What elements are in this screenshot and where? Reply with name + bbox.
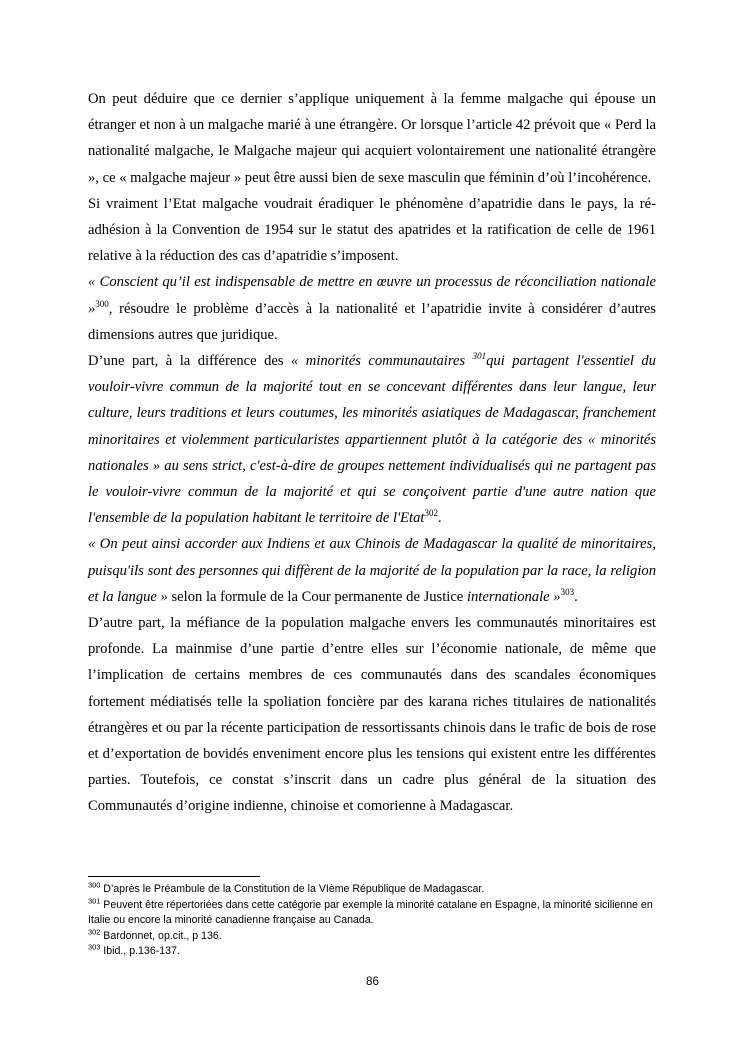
footnote-303 [88, 944, 656, 960]
quote-minorites-b: qui partagent l'essentiel du vouloir-vivre commun de la majorité tout en se concevant différentes dans leur langue, leur culture, leurs traditions et leurs coutumes, les minorités asiatiques de Madagascar, franchement minoritaires et violemment particularistes appartiennent plutôt à la catégorie des « minorités nationales » au sens strict, c'est-à-dire de groupes nettement individualisés qui ne partagent pas le vouloir-vivre commun de la majorité et qui se conçoivent partie d'une autre nation que l'ensemble de la population habitant le territoire de l'Etat [88, 353, 656, 527]
page-number: 86 [366, 975, 379, 988]
footnote-text: Ibid., p.136-137. [100, 945, 180, 958]
quote-minorites-a: « minorités communautaires [291, 353, 473, 370]
footnote-number: 301 [88, 896, 101, 906]
paragraph-5-mid: selon la formule de la Cour permanente de Justice [167, 588, 467, 605]
footnote-302 [88, 929, 656, 945]
footnote-300 [88, 882, 656, 898]
paragraph-6: D’autre part, la méfiance de la population malgache envers les communautés minoritaires est profonde. La mainmise d’une partie d’entre elles sur l’économie nationale, de même que l’implication de certains membres de ces communautés dans des scandales économiques fortement médiatisés telle la spoliation foncière par des karana riches titulaires de nationalités étrangères et ou par la récente participation de ressortissants chinois dans le trafic de bois de rose et d’exportation de bovidés enveniment encore plus les tensions qui existent entre les différentes parties. Toutefois, ce constat s’inscrit dans un cadre plus général de la situation des Communautés d’origine indienne, chinoise et comorienne à Madagascar. [88, 615, 656, 815]
footnote-ref-302[interactable]: 302 [424, 508, 438, 519]
paragraph-1: On peut déduire que ce dernier s’applique uniquement à la femme malgache qui épouse un étranger et non à un malgache marié à une étrangère. Or lorsque l’article 42 prévoit que « Perd la nationalité malgache, le Malgache majeur qui acquiert volontairement une nationalité étrangère », ce « malgache majeur » peut être aussi bien de sexe masculin que féminin d’où l’incohérence. [88, 91, 656, 186]
footnote-text: Bardonnet, op.cit., p 136. [100, 929, 222, 942]
footnote-ref-301[interactable]: 301 [472, 351, 487, 362]
paragraph-4-lead: D’une part, à la différence des [88, 353, 292, 370]
footnote-ref-300[interactable]: 300 [95, 298, 109, 309]
footnote-number: 303 [88, 942, 101, 952]
footnotes [88, 882, 656, 960]
footnote-text: D’après le Préambule de la Constitution de la VIème République de Madagascar. [100, 883, 485, 895]
footnote-text: Peuvent être répertoriées dans cette catégorie par exemple la minorité catalane en Espagne, la minorité sicilienne en Italie ou encore la minorité canadienne française au Canada. [88, 898, 653, 927]
body-text [88, 86, 656, 820]
paragraph-5-end: . [574, 588, 578, 605]
paragraph-2: Si vraiment l’Etat malgache voudrait éradiquer le phénomène d’apatridie dans le pays, la ré-adhésion à la Convention de 1954 sur le statut des apatrides et la ratification de celle de 1961 relative à la réduction des cas d’apatridie s’imposent. [88, 195, 656, 265]
paragraph-5 [88, 531, 656, 610]
paragraph-4 [88, 348, 656, 531]
footnote-number: 302 [88, 927, 101, 937]
paragraph-4-end: . [437, 510, 442, 527]
quote-reconciliation: « Conscient qu’il est indispensable de mettre en œuvre un processus de réconciliation nationale » [88, 274, 656, 317]
quote-internationale: internationale » [466, 588, 561, 605]
footnote-ref-303[interactable]: 303 [560, 587, 575, 597]
quote-indiens-chinois: « On peut ainsi accorder aux Indiens et aux Chinois de Madagascar la qualité de minoritaires, puisqu'ils sont des personnes qui diffèrent de la majorité de la population par la race, la religion et la langue » [88, 536, 656, 605]
paragraph-3 [88, 269, 656, 348]
footnote-number: 300 [88, 880, 101, 890]
footnote-divider [88, 876, 260, 877]
footnote-301 [88, 898, 656, 929]
paragraph-3-rest: , résoudre le problème d’accès à la nationalité et l’apatridie invite à considérer d’autres dimensions autres que juridique. [88, 300, 656, 343]
